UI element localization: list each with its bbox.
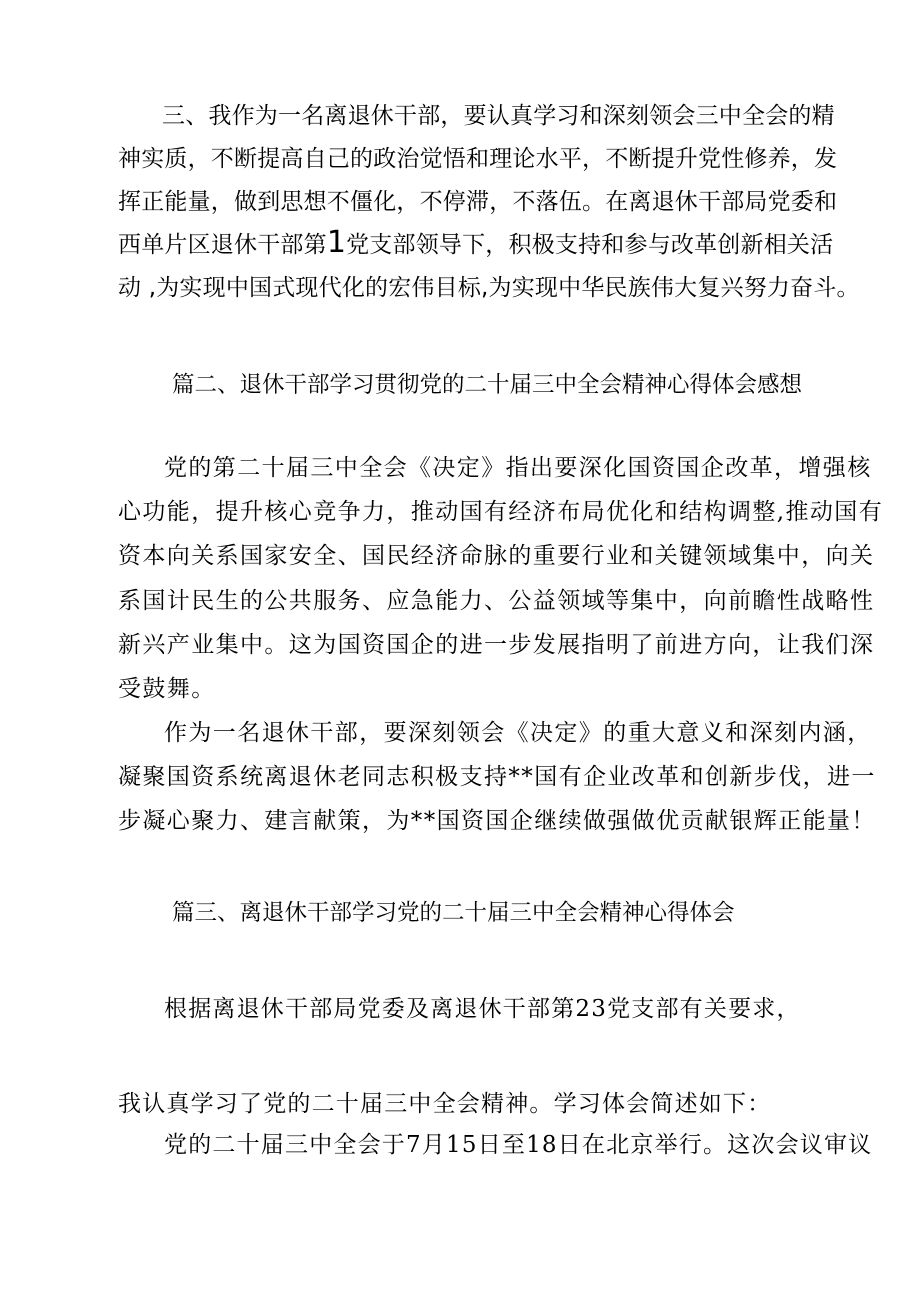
paragraph-line: 系国计民生的公共服务、应急能力、公益领域等集中，向前瞻性战略性: [118, 588, 875, 614]
paragraph-line: 党的第二十届三中全会《决定》指出要深化国资国企改革，增强核: [164, 455, 872, 481]
line-text: 党支部领导下，积极支持和参与改革创新相关活: [346, 232, 834, 258]
chapter-two-heading: 篇二、退休干部学习贯彻党的二十届三中全会精神心得体会感想: [172, 372, 803, 398]
paragraph-line: 根据离退休干部局党委及离退休干部第23党支部有关要求，: [164, 996, 801, 1022]
paragraph-line: 新兴产业集中。这为国资国企的进一步发展指明了前进方向，让我们深: [118, 632, 875, 658]
paragraph-line: 心功能，提升核心竞争力，推动国有经济布局优化和结构调整,推动国有: [118, 499, 884, 525]
paragraph-line: 资本向关系国家安全、国民经济命脉的重要行业和关键领域集中，向关: [118, 543, 875, 569]
paragraph-line: 三、我作为一名离退休干部，要认真学习和深刻领会三中全会的精: [162, 103, 835, 129]
paragraph-line: 凝聚国资系统离退休老同志积极支持**国有企业改革和创新步伐，进一: [118, 764, 876, 790]
paragraph-line: 受鼓舞。: [118, 676, 216, 702]
paragraph-line: 党的二十届三中全会于7月15日至18日在北京举行。这次会议审议: [164, 1132, 873, 1158]
paragraph-line: 我认真学习了党的二十届三中全会精神。学习体会简述如下：: [118, 1091, 772, 1117]
paragraph-line: [118, 225, 834, 260]
branch-number: 1: [326, 225, 347, 260]
paragraph-line: 挥正能量，做到思想不僵化，不停滞，不落伍。在离退休干部局党委和: [118, 189, 838, 215]
paragraph-line: 神实质，不断提高自己的政治觉悟和理论水平，不断提升党性修养，发: [118, 146, 838, 172]
line-text: 西单片区退休干部第: [118, 232, 327, 258]
paragraph-line: 步凝心聚力、建言献策，为**国资国企继续做强做优贡献银辉正能量！: [118, 808, 876, 834]
paragraph-line: 动 ,为实现中国式现代化的宏伟目标,为实现中华民族伟大复兴努力奋斗。: [118, 275, 860, 301]
paragraph-line: 作为一名退休干部，要深刻领会《决定》的重大意义和深刻内涵，: [164, 720, 872, 746]
chapter-three-heading: 篇三、离退休干部学习党的二十届三中全会精神心得体会: [172, 900, 735, 926]
